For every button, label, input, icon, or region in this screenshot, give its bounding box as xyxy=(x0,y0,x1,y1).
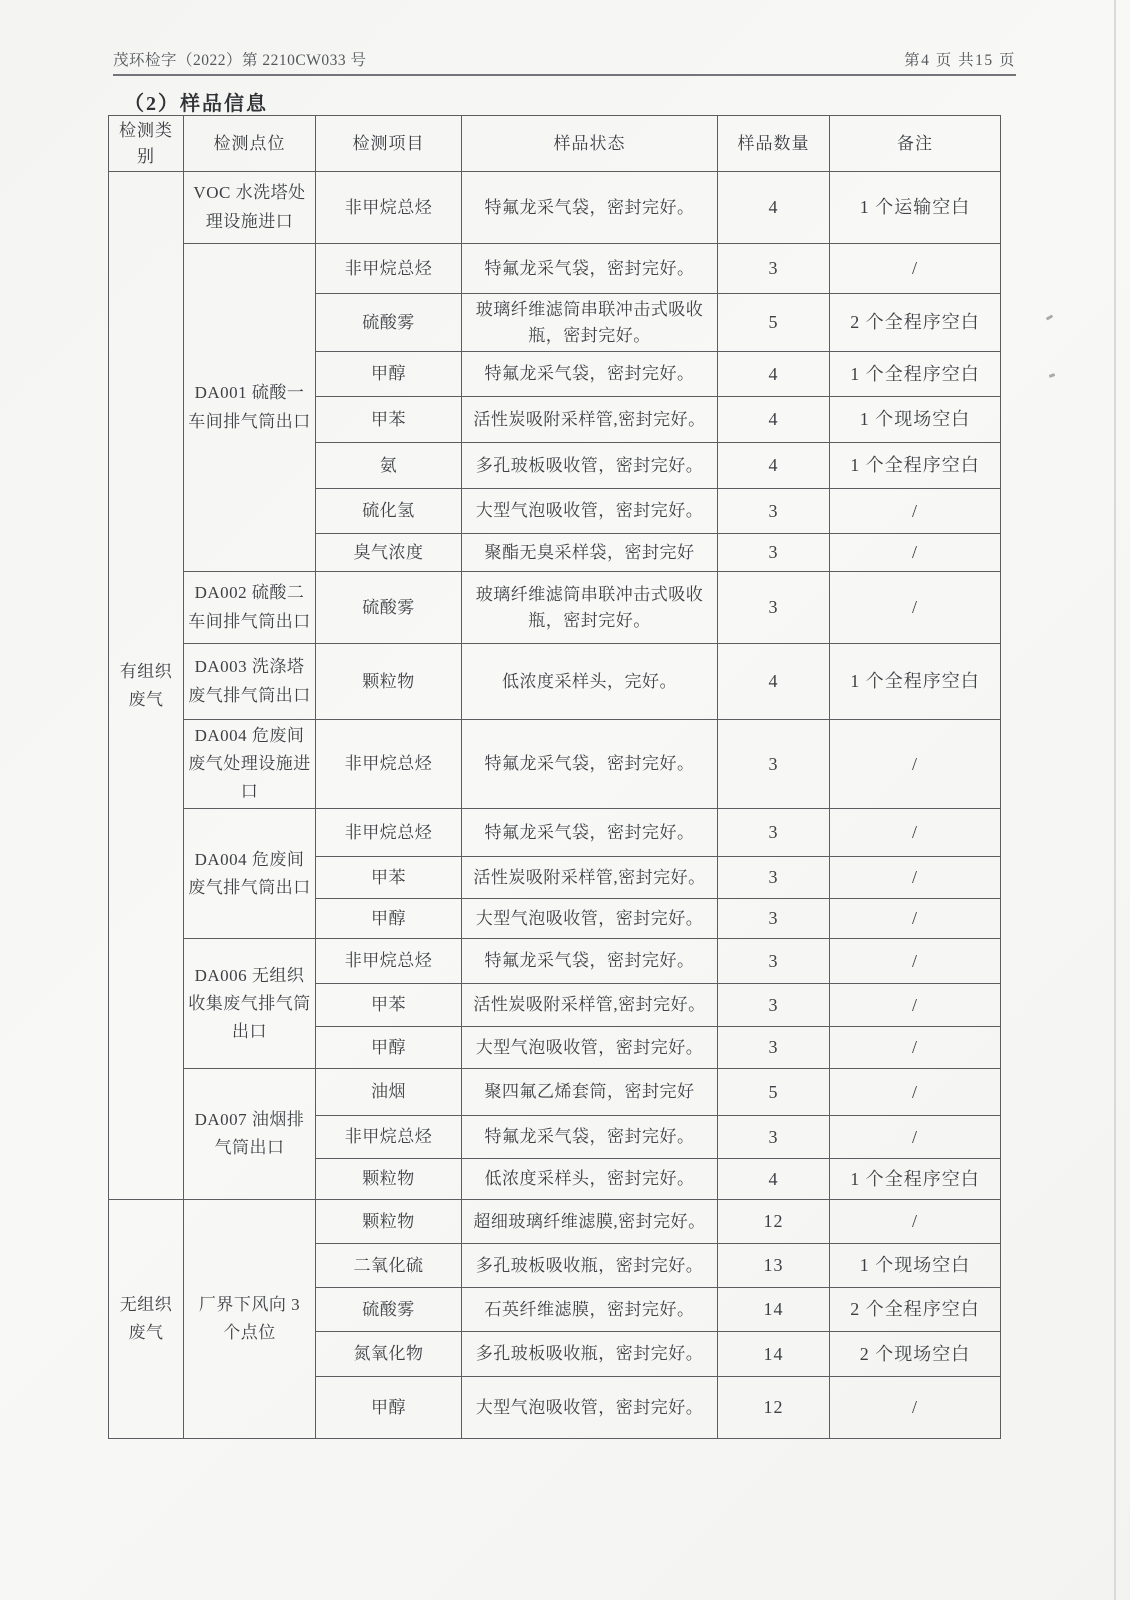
cell-item: 硫酸雾 xyxy=(316,572,462,644)
cell-qty: 14 xyxy=(718,1332,830,1377)
cell-status: 低浓度采样头，密封完好。 xyxy=(462,1159,718,1200)
table-row xyxy=(109,720,1001,809)
cell-category: 无组织废气 xyxy=(109,1200,184,1439)
cell-note: / xyxy=(830,1200,1001,1244)
cell-note: / xyxy=(830,1377,1001,1439)
cell-item: 甲醇 xyxy=(316,1027,462,1069)
cell-item: 硫酸雾 xyxy=(316,1288,462,1332)
page-header xyxy=(113,48,1016,76)
cell-status: 活性炭吸附采样管,密封完好。 xyxy=(462,984,718,1027)
cell-item: 非甲烷总烃 xyxy=(316,244,462,294)
cell-point: DA004 危废间废气排气筒出口 xyxy=(184,809,316,939)
cell-note: / xyxy=(830,1116,1001,1159)
cell-note: / xyxy=(830,809,1001,857)
cell-item: 甲醇 xyxy=(316,352,462,397)
scan-edge-artifact xyxy=(1114,0,1116,1600)
section-title: （2）样品信息 xyxy=(124,93,268,115)
cell-qty: 14 xyxy=(718,1288,830,1332)
cell-qty: 4 xyxy=(718,352,830,397)
cell-item: 颗粒物 xyxy=(316,644,462,720)
cell-note: / xyxy=(830,489,1001,534)
col-header-item: 检测项目 xyxy=(316,116,462,172)
cell-status: 聚酯无臭采样袋，密封完好 xyxy=(462,534,718,572)
cell-item: 油烟 xyxy=(316,1069,462,1116)
cell-item: 甲醇 xyxy=(316,899,462,939)
scan-speck xyxy=(1046,314,1054,320)
col-header-category: 检测类别 xyxy=(109,116,184,172)
cell-item: 硫化氢 xyxy=(316,489,462,534)
col-header-point: 检测点位 xyxy=(184,116,316,172)
cell-qty: 3 xyxy=(718,857,830,899)
table-row xyxy=(109,1069,1001,1116)
cell-qty: 3 xyxy=(718,1027,830,1069)
cell-qty: 4 xyxy=(718,644,830,720)
cell-note: / xyxy=(830,572,1001,644)
cell-status: 特氟龙采气袋，密封完好。 xyxy=(462,244,718,294)
cell-qty: 4 xyxy=(718,1159,830,1200)
cell-qty: 3 xyxy=(718,1116,830,1159)
cell-qty: 3 xyxy=(718,809,830,857)
cell-note: 1 个现场空白 xyxy=(830,1244,1001,1288)
cell-status: 特氟龙采气袋，密封完好。 xyxy=(462,172,718,244)
cell-point: 厂界下风向 3 个点位 xyxy=(184,1200,316,1439)
cell-qty: 12 xyxy=(718,1200,830,1244)
cell-point: DA001 硫酸一车间排气筒出口 xyxy=(184,244,316,572)
table-row xyxy=(109,1200,1001,1244)
cell-status: 特氟龙采气袋，密封完好。 xyxy=(462,809,718,857)
cell-item: 甲醇 xyxy=(316,1377,462,1439)
cell-note: / xyxy=(830,857,1001,899)
cell-point: DA002 硫酸二车间排气筒出口 xyxy=(184,572,316,644)
cell-status: 活性炭吸附采样管,密封完好。 xyxy=(462,397,718,443)
cell-note: / xyxy=(830,939,1001,984)
table-row xyxy=(109,939,1001,984)
cell-status: 大型气泡吸收管，密封完好。 xyxy=(462,1027,718,1069)
col-header-status: 样品状态 xyxy=(462,116,718,172)
cell-item: 甲苯 xyxy=(316,397,462,443)
cell-qty: 4 xyxy=(718,397,830,443)
table-row xyxy=(109,644,1001,720)
cell-item: 甲苯 xyxy=(316,984,462,1027)
cell-qty: 3 xyxy=(718,572,830,644)
table-header-row xyxy=(109,116,1001,172)
col-header-qty: 样品数量 xyxy=(718,116,830,172)
cell-status: 大型气泡吸收管，密封完好。 xyxy=(462,899,718,939)
cell-status: 超细玻璃纤维滤膜,密封完好。 xyxy=(462,1200,718,1244)
cell-point: DA003 洗涤塔废气排气筒出口 xyxy=(184,644,316,720)
cell-status: 特氟龙采气袋，密封完好。 xyxy=(462,720,718,809)
cell-status: 特氟龙采气袋，密封完好。 xyxy=(462,939,718,984)
cell-status: 大型气泡吸收管，密封完好。 xyxy=(462,1377,718,1439)
cell-item: 非甲烷总烃 xyxy=(316,809,462,857)
cell-point: DA004 危废间废气处理设施进口 xyxy=(184,720,316,809)
table-row xyxy=(109,244,1001,294)
cell-status: 多孔玻板吸收瓶，密封完好。 xyxy=(462,1332,718,1377)
cell-item: 甲苯 xyxy=(316,857,462,899)
document-number: 茂环检字（2022）第 2210CW033 号 xyxy=(113,52,367,69)
cell-point: VOC 水洗塔处理设施进口 xyxy=(184,172,316,244)
cell-status: 多孔玻板吸收管，密封完好。 xyxy=(462,443,718,489)
cell-note: 2 个现场空白 xyxy=(830,1332,1001,1377)
cell-status: 多孔玻板吸收瓶，密封完好。 xyxy=(462,1244,718,1288)
cell-qty: 13 xyxy=(718,1244,830,1288)
cell-item: 臭气浓度 xyxy=(316,534,462,572)
cell-qty: 3 xyxy=(718,489,830,534)
cell-point: DA007 油烟排气筒出口 xyxy=(184,1069,316,1200)
cell-note: / xyxy=(830,720,1001,809)
cell-qty: 3 xyxy=(718,534,830,572)
cell-note: / xyxy=(830,534,1001,572)
cell-item: 非甲烷总烃 xyxy=(316,172,462,244)
cell-qty: 5 xyxy=(718,1069,830,1116)
cell-item: 颗粒物 xyxy=(316,1159,462,1200)
cell-category: 有组织废气 xyxy=(109,172,184,1200)
cell-note: 2 个全程序空白 xyxy=(830,294,1001,352)
cell-status: 玻璃纤维滤筒串联冲击式吸收瓶，密封完好。 xyxy=(462,294,718,352)
cell-item: 氨 xyxy=(316,443,462,489)
cell-note: 1 个全程序空白 xyxy=(830,352,1001,397)
cell-status: 玻璃纤维滤筒串联冲击式吸收瓶，密封完好。 xyxy=(462,572,718,644)
cell-item: 氮氧化物 xyxy=(316,1332,462,1377)
cell-item: 非甲烷总烃 xyxy=(316,720,462,809)
cell-status: 大型气泡吸收管，密封完好。 xyxy=(462,489,718,534)
cell-status: 特氟龙采气袋，密封完好。 xyxy=(462,1116,718,1159)
cell-status: 低浓度采样头，完好。 xyxy=(462,644,718,720)
cell-note: / xyxy=(830,244,1001,294)
cell-status: 特氟龙采气袋，密封完好。 xyxy=(462,352,718,397)
cell-item: 二氧化硫 xyxy=(316,1244,462,1288)
cell-note: 1 个全程序空白 xyxy=(830,644,1001,720)
table-row xyxy=(109,572,1001,644)
sample-info-table xyxy=(108,115,1001,1439)
cell-item: 非甲烷总烃 xyxy=(316,939,462,984)
cell-note: 1 个现场空白 xyxy=(830,397,1001,443)
cell-status: 聚四氟乙烯套筒，密封完好 xyxy=(462,1069,718,1116)
cell-item: 颗粒物 xyxy=(316,1200,462,1244)
cell-qty: 3 xyxy=(718,899,830,939)
cell-item: 非甲烷总烃 xyxy=(316,1116,462,1159)
cell-note: 1 个全程序空白 xyxy=(830,1159,1001,1200)
cell-qty: 12 xyxy=(718,1377,830,1439)
table-row xyxy=(109,172,1001,244)
cell-note: / xyxy=(830,984,1001,1027)
cell-note: 1 个全程序空白 xyxy=(830,443,1001,489)
cell-point: DA006 无组织收集废气排气筒出口 xyxy=(184,939,316,1069)
cell-item: 硫酸雾 xyxy=(316,294,462,352)
cell-qty: 3 xyxy=(718,939,830,984)
cell-status: 石英纤维滤膜，密封完好。 xyxy=(462,1288,718,1332)
cell-qty: 4 xyxy=(718,443,830,489)
cell-note: 2 个全程序空白 xyxy=(830,1288,1001,1332)
cell-note: / xyxy=(830,899,1001,939)
cell-qty: 4 xyxy=(718,172,830,244)
cell-status: 活性炭吸附采样管,密封完好。 xyxy=(462,857,718,899)
cell-qty: 5 xyxy=(718,294,830,352)
col-header-note: 备注 xyxy=(830,116,1001,172)
cell-note: / xyxy=(830,1069,1001,1116)
scan-speck xyxy=(1049,373,1056,378)
cell-qty: 3 xyxy=(718,984,830,1027)
cell-qty: 3 xyxy=(718,244,830,294)
cell-note: / xyxy=(830,1027,1001,1069)
cell-qty: 3 xyxy=(718,720,830,809)
page-indicator: 第4 页 共15 页 xyxy=(904,52,1016,69)
table-row xyxy=(109,809,1001,857)
cell-note: 1 个运输空白 xyxy=(830,172,1001,244)
